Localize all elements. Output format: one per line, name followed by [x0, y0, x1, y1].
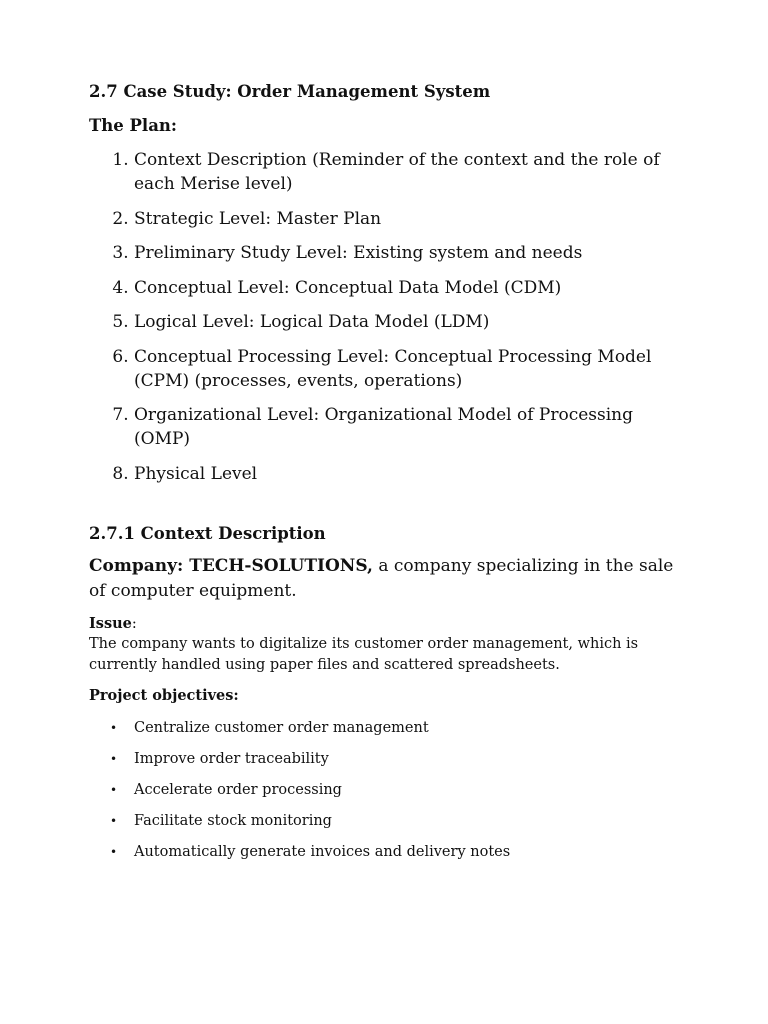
objective-item — [110, 842, 689, 862]
issue-colon: : — [131, 615, 137, 632]
objective-item — [110, 749, 689, 769]
plan-item: 1. Context Description (Reminder of the context and the role of each Merise level) — [134, 148, 689, 196]
plan-heading: The Plan: — [89, 116, 177, 135]
issue-heading — [89, 614, 689, 634]
bullet-icon: • — [110, 720, 118, 735]
objective-text: Accelerate order processing — [134, 781, 342, 798]
objective-item — [110, 811, 689, 831]
plan-item: 2. Strategic Level: Master Plan — [134, 207, 689, 231]
objectives-heading: Project objectives: — [89, 686, 239, 704]
plan-item: 5. Logical Level: Logical Data Model (LDM) — [134, 310, 689, 334]
company-label: Company: TECH-SOLUTIONS, — [89, 555, 373, 576]
plan-item: 4. Conceptual Level: Conceptual Data Model (CDM) — [134, 276, 689, 300]
objective-item — [110, 718, 689, 738]
bullet-icon: • — [110, 751, 118, 766]
bullet-icon: • — [110, 813, 118, 828]
document-page — [89, 80, 689, 873]
plan-item: 8. Physical Level — [134, 462, 689, 486]
company-paragraph — [89, 554, 689, 604]
company-description: a company specializing in the sale of computer equipment. — [89, 555, 674, 601]
plan-item: 3. Preliminary Study Level: Existing system and needs — [134, 241, 689, 265]
subsection-title: 2.7.1 Context Description — [89, 523, 326, 543]
objectives-list — [89, 718, 689, 862]
bullet-icon: • — [110, 782, 118, 797]
objective-item — [110, 780, 689, 800]
section-title: 2.7 Case Study: Order Management System — [89, 82, 491, 101]
issue-text: The company wants to digitalize its customer order management, which is currently handled using paper files and scattered spreadsheets. — [89, 635, 639, 673]
plan-list — [89, 148, 689, 486]
objective-text: Improve order traceability — [134, 750, 329, 767]
bullet-icon: • — [110, 844, 118, 859]
objective-text: Automatically generate invoices and delivery notes — [134, 843, 511, 860]
plan-item: 7. Organizational Level: Organizational Model of Processing (OMP) — [134, 403, 689, 451]
issue-label: Issue — [89, 614, 132, 632]
objective-text: Facilitate stock monitoring — [134, 812, 332, 829]
objective-text: Centralize customer order management — [134, 719, 429, 736]
plan-item: 6. Conceptual Processing Level: Conceptual Processing Model (CPM) (processes, events, operations) — [134, 345, 689, 393]
